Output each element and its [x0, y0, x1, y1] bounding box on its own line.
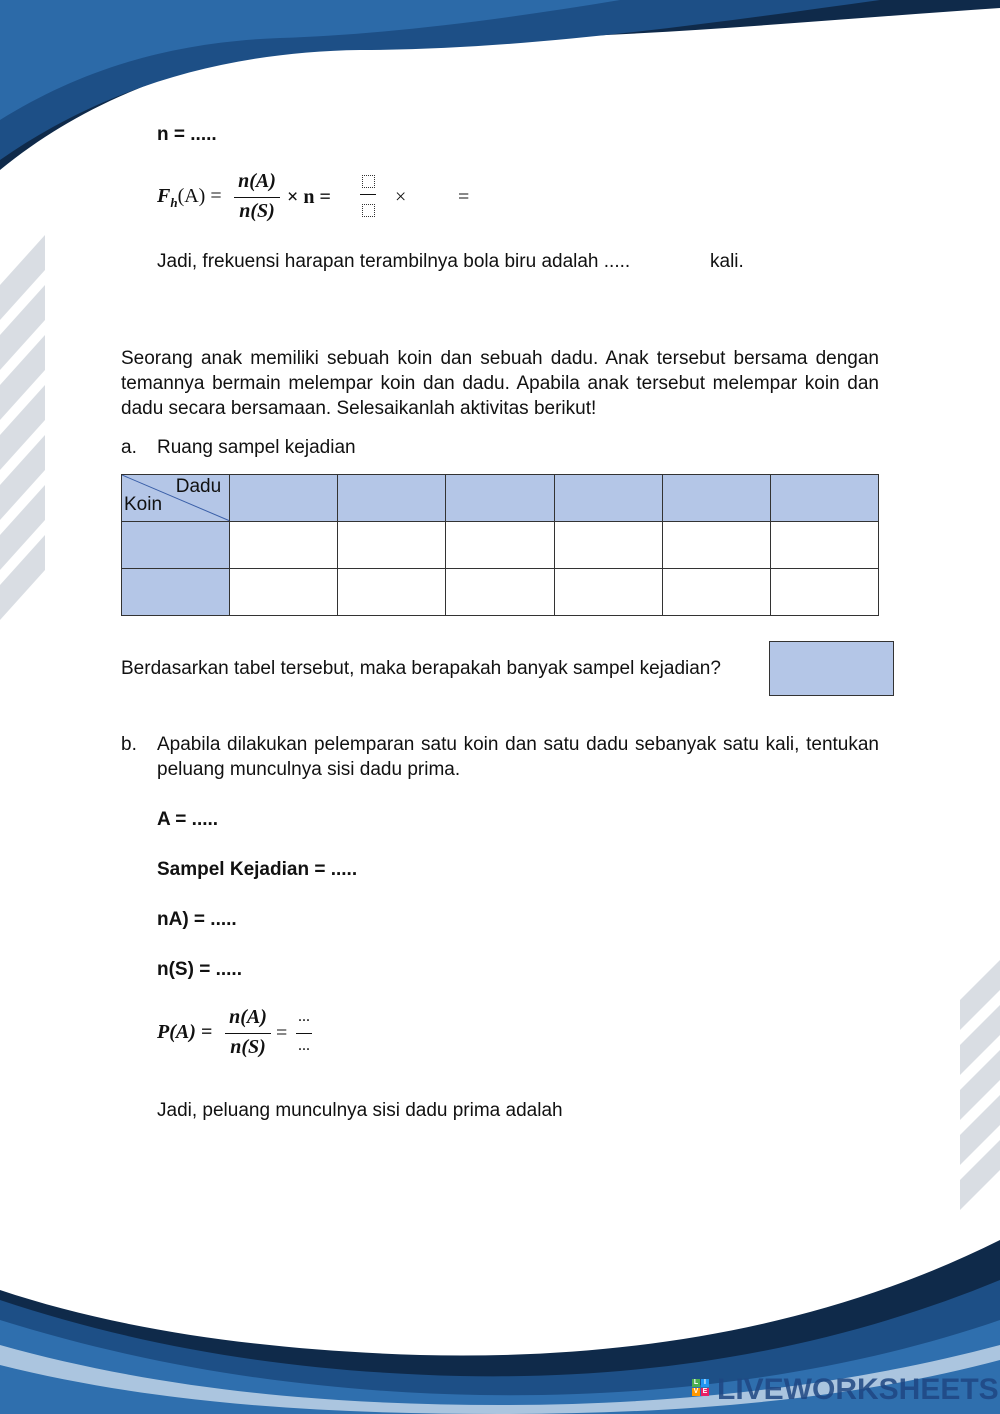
sample-count-question: Berdasarkan tabel tersebut, maka berapakah banyak sampel kejadian?	[121, 658, 721, 679]
logo-text: LIVEWORKSHEETS	[717, 1373, 999, 1406]
intro-paragraph: Seorang anak memiliki sebuah koin dan sebuah dadu. Anak tersebut bersama dengan temannya bermain melempar koin dan dadu. Apabila anak tersebut melempar koin dan dadu secara bersamaan. Selesaikanlah aktivitas berikut!	[121, 348, 879, 419]
item-b-marker: b.	[121, 734, 137, 755]
conclusion-unit: kali.	[710, 251, 744, 272]
left-stripes	[0, 235, 45, 620]
table-cell[interactable]	[770, 569, 878, 616]
n-line: n = .....	[157, 124, 217, 145]
table-cell[interactable]	[446, 522, 554, 569]
dice-header-cell[interactable]	[446, 475, 554, 522]
sample-line: Sampel Kejadian = .....	[157, 859, 358, 880]
formula-times: ×	[395, 186, 407, 208]
ns-line: n(S) = .....	[157, 959, 242, 980]
conclusion-text: Jadi, frekuensi harapan terambilnya bola biru adalah .....	[157, 251, 631, 272]
table-cell[interactable]	[230, 569, 338, 616]
logo-letter: L	[693, 1379, 699, 1386]
prob-lhs: P(A) =	[157, 1021, 213, 1043]
a-line: A = .....	[157, 809, 219, 830]
coin-header-cell[interactable]	[122, 522, 230, 569]
coin-header-cell[interactable]	[122, 569, 230, 616]
fraction-bar-2	[360, 194, 376, 195]
dice-header-cell[interactable]	[338, 475, 446, 522]
table-row	[122, 522, 879, 569]
formula-sub: h	[170, 195, 178, 210]
prob-numerator: n(A)	[229, 1006, 267, 1028]
table-header-row	[122, 475, 879, 522]
logo-letter: V	[693, 1388, 699, 1395]
na-line: nA) = .....	[157, 909, 237, 930]
right-stripes	[960, 960, 1000, 1210]
dice-header-cell[interactable]	[662, 475, 770, 522]
item-a-marker: a.	[121, 437, 137, 458]
table-cell[interactable]	[446, 569, 554, 616]
table-row	[122, 569, 879, 616]
numerator-input-box[interactable]	[362, 175, 375, 188]
prob-fraction-bar	[225, 1033, 271, 1034]
logo-letter: E	[702, 1388, 708, 1395]
prob-result-bar	[296, 1033, 312, 1034]
formula-arg: (A) =	[177, 185, 222, 207]
table-cell[interactable]	[770, 522, 878, 569]
dice-header-cell[interactable]	[554, 475, 662, 522]
table-cell[interactable]	[230, 522, 338, 569]
sample-count-answer-box[interactable]	[769, 641, 894, 696]
formula-numerator: n(A)	[238, 170, 276, 192]
final-conclusion: Jadi, peluang munculnya sisi dadu prima adalah	[157, 1100, 563, 1121]
fraction-bar	[234, 197, 280, 198]
table-corner-cell	[122, 475, 230, 522]
prob-denominator: n(S)	[230, 1036, 266, 1058]
corner-bottom-label: Koin	[124, 494, 163, 515]
table-cell[interactable]	[662, 522, 770, 569]
prob-result-numerator[interactable]: ...	[298, 1008, 310, 1025]
table-cell[interactable]	[338, 569, 446, 616]
prob-equals: =	[276, 1022, 288, 1044]
formula-lhs	[157, 185, 222, 211]
table-cell[interactable]	[662, 569, 770, 616]
formula-denominator: n(S)	[239, 200, 275, 222]
prob-result-denominator[interactable]: ...	[298, 1037, 310, 1054]
table-cell[interactable]	[554, 569, 662, 616]
table-cell[interactable]	[554, 522, 662, 569]
logo-letter: I	[701, 1379, 709, 1387]
corner-top-label: Dadu	[175, 476, 222, 497]
denominator-input-box[interactable]	[362, 204, 375, 217]
dice-header-cell[interactable]	[230, 475, 338, 522]
formula-equals: =	[458, 186, 470, 208]
dice-header-cell[interactable]	[770, 475, 878, 522]
item-b-text: Apabila dilakukan pelemparan satu koin dan satu dadu sebanyak satu kali, tentukan peluang munculnya sisi dadu prima.	[157, 734, 879, 780]
table-cell[interactable]	[338, 522, 446, 569]
formula-times-n: × n =	[287, 186, 331, 208]
sample-space-table	[121, 474, 879, 616]
item-a-label: Ruang sampel kejadian	[157, 437, 356, 458]
formula-f: F	[157, 185, 171, 207]
